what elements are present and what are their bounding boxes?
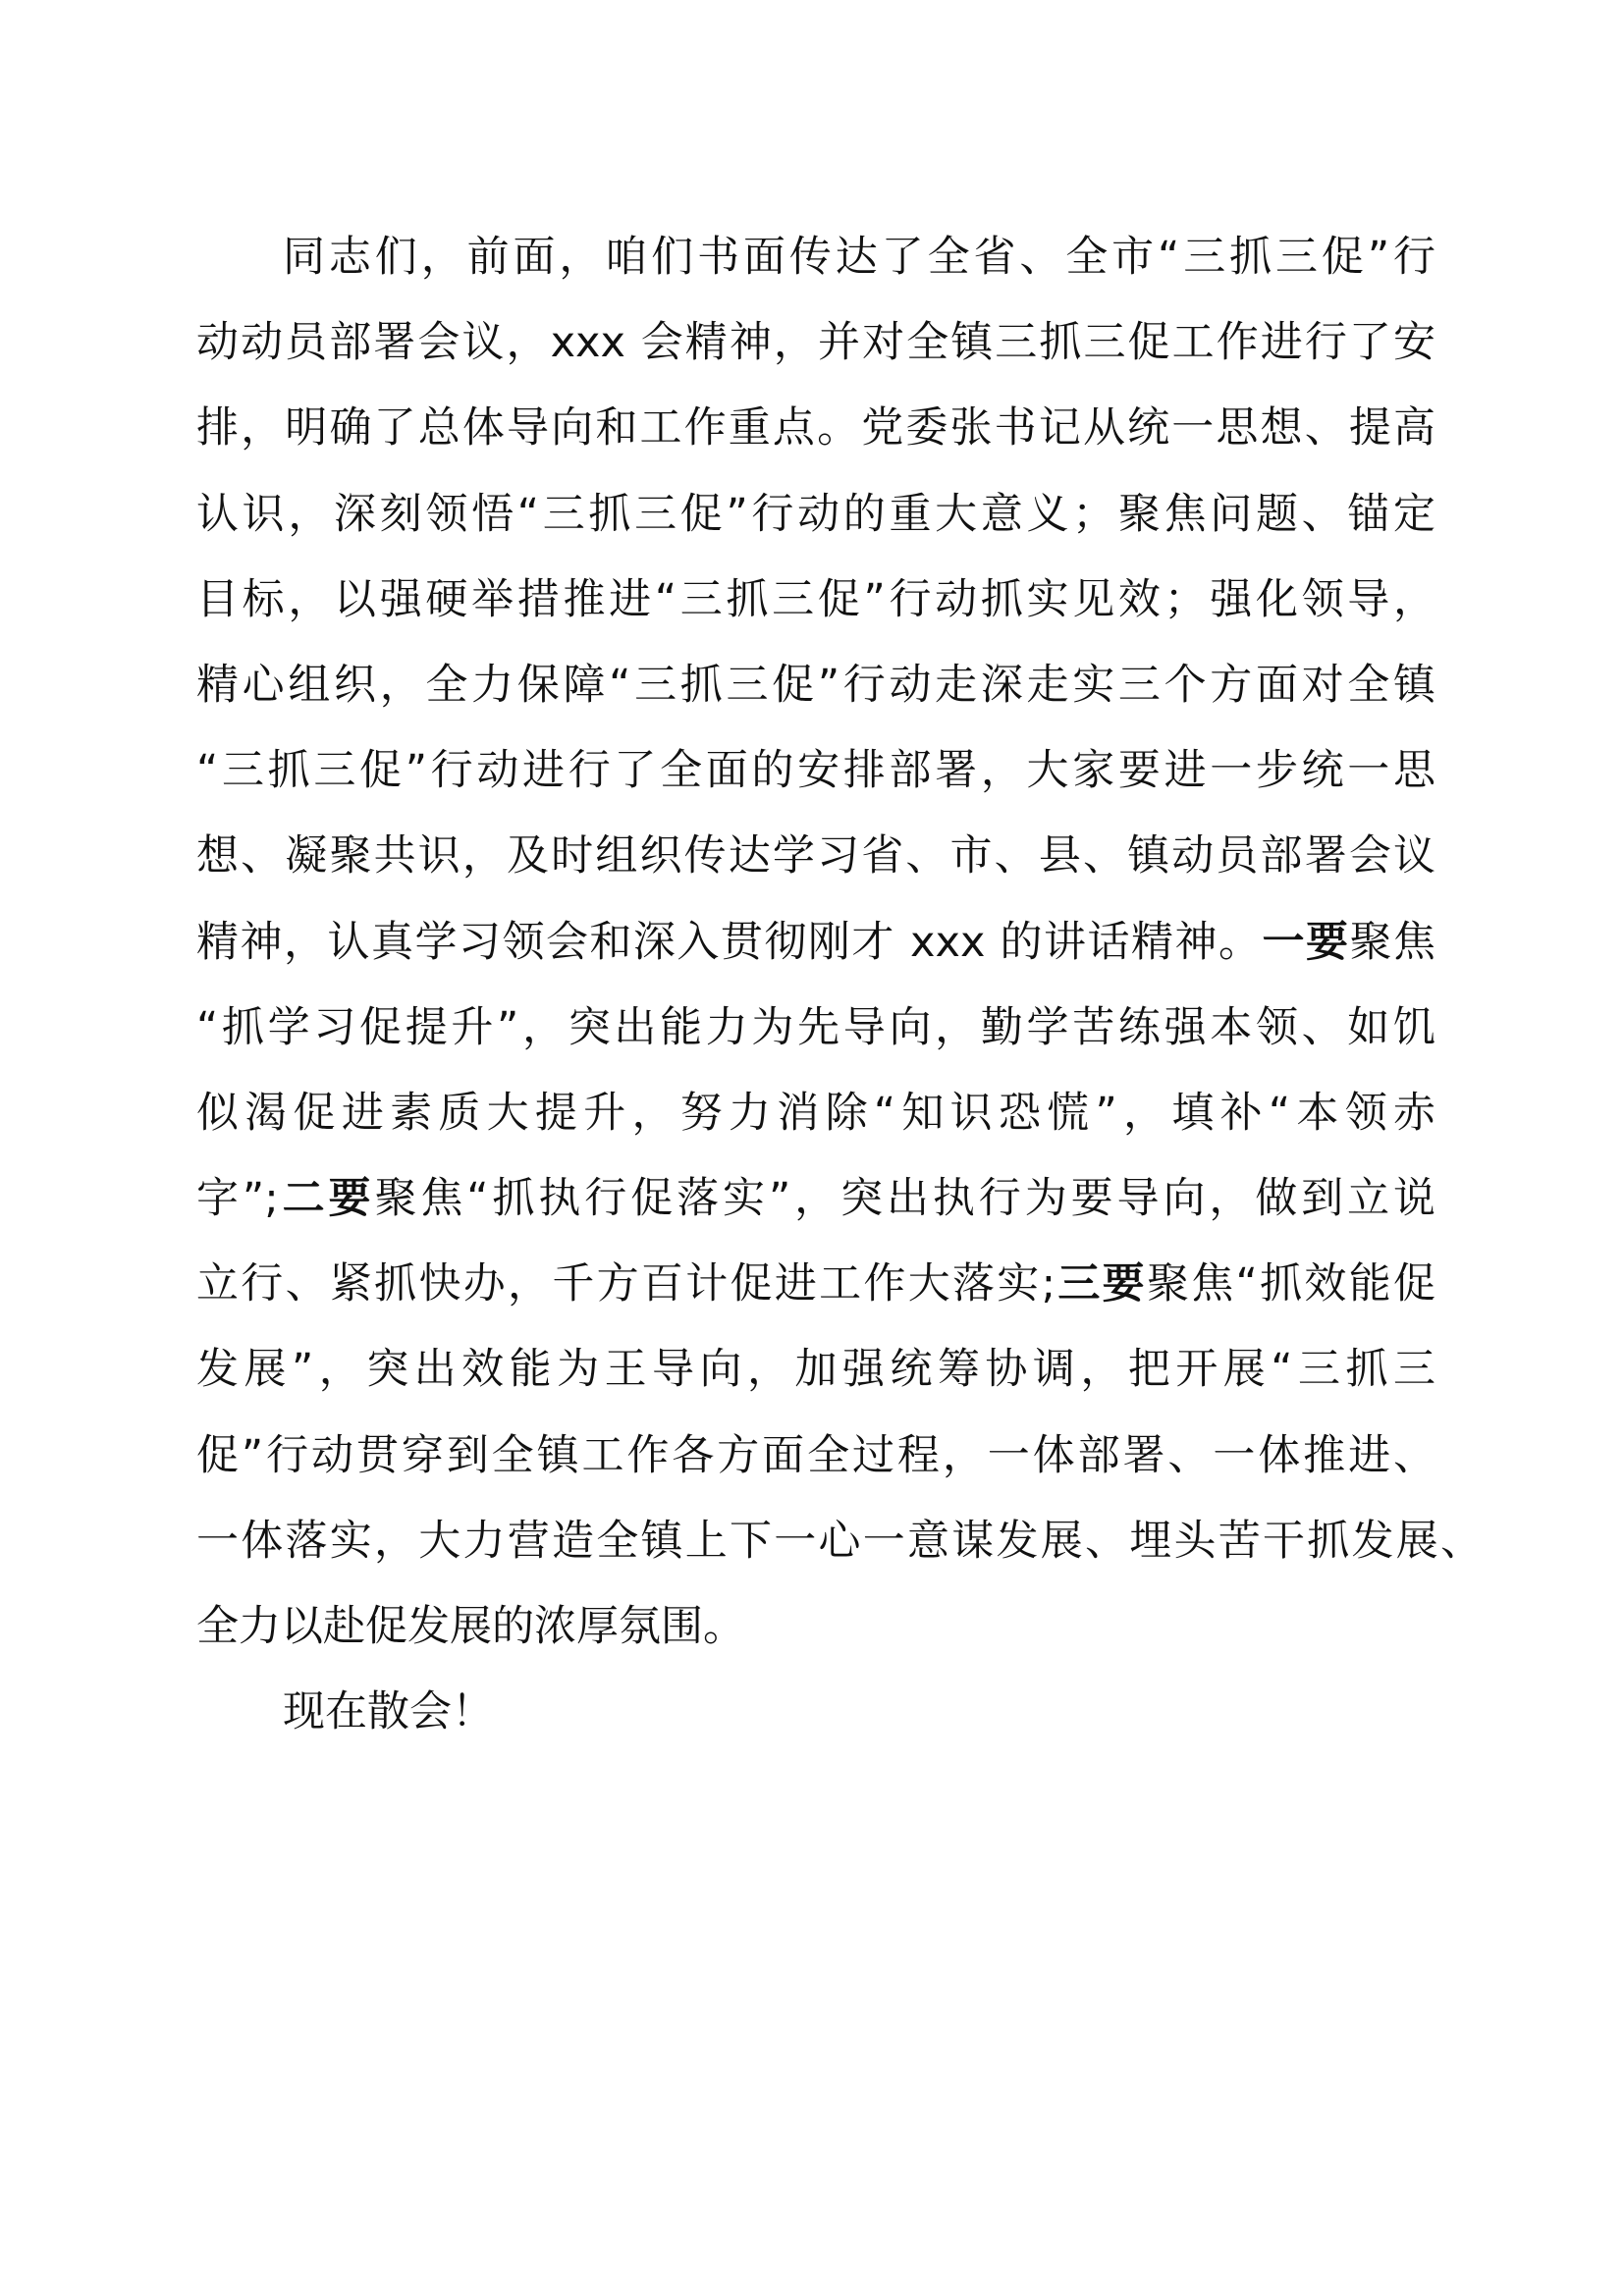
text-segment: 动动员部署会议，xxx 会精神，并对全镇三抓三促工作进行了安 xyxy=(196,318,1435,368)
text-segment: 全力以赴促发展的浓厚氛围。 xyxy=(196,1602,745,1651)
text-segment: 字”; xyxy=(196,1174,279,1224)
text-line xyxy=(196,570,1435,656)
text-line xyxy=(196,1682,1435,1768)
text-line xyxy=(196,228,1435,313)
text-line xyxy=(196,741,1435,827)
text-segment: 同志们，前面，咱们书面传达了全省、全市“三抓三促”行 xyxy=(283,233,1435,282)
bold-text-segment: 一要 xyxy=(1262,917,1350,967)
text-segment: 一体落实，大力营造全镇上下一心一意谋发展、埋头苦干抓发展、 xyxy=(196,1516,1483,1566)
text-segment: 立行、紧抓快办，千方百计促进工作大落实; xyxy=(196,1259,1056,1309)
text-segment: 目标，以强硬举措推进“三抓三促”行动抓实见效；强化领导， xyxy=(196,574,1435,624)
text-segment: 发展”，突出效能为王导向，加强统筹协调，把开展“三抓三 xyxy=(196,1345,1435,1395)
text-line xyxy=(196,1255,1435,1340)
text-line xyxy=(196,1597,1435,1682)
text-segment: 想、凝聚共识，及时组织传达学习省、市、县、镇动员部署会议 xyxy=(196,831,1435,881)
text-segment: 聚焦 xyxy=(1349,917,1436,967)
text-line xyxy=(196,485,1435,570)
text-segment: 促”行动贯穿到全镇工作各方面全过程，一体部署、一体推进、 xyxy=(196,1430,1435,1480)
text-segment: “三抓三促”行动进行了全面的安排部署，大家要进一步统一思 xyxy=(196,746,1435,796)
text-line xyxy=(196,913,1435,998)
text-line xyxy=(196,1340,1435,1425)
text-line xyxy=(196,399,1435,484)
text-segment: 现在散会！ xyxy=(283,1687,494,1737)
text-line xyxy=(196,1426,1435,1512)
text-segment: 精神，认真学习领会和深入贯彻刚才 xxx 的讲话精神。 xyxy=(196,917,1263,967)
text-line xyxy=(196,1169,1435,1255)
text-segment: 认识，深刻领悟“三抓三促”行动的重大意义；聚焦问题、锚定 xyxy=(196,489,1435,539)
bold-text-segment: 三要 xyxy=(1056,1259,1147,1309)
text-line xyxy=(196,656,1435,741)
text-line xyxy=(196,827,1435,912)
text-line xyxy=(196,1084,1435,1169)
text-segment: 聚焦“抓效能促 xyxy=(1146,1259,1436,1309)
text-segment: “抓学习促提升”，突出能力为先导向，勤学苦练强本领、如饥 xyxy=(196,1002,1435,1052)
text-line xyxy=(196,998,1435,1084)
text-segment: 精心组织，全力保障“三抓三促”行动走深走实三个方面对全镇 xyxy=(196,660,1435,710)
text-segment: 似渴促进素质大提升，努力消除“知识恐慌”，填补“本领赤 xyxy=(196,1088,1435,1138)
text-segment: 排，明确了总体导向和工作重点。党委张书记从统一思想、提高 xyxy=(196,403,1435,454)
text-segment: 聚焦“抓执行促落实”，突出执行为要导向，做到立说 xyxy=(374,1174,1436,1224)
bold-text-segment: 二要 xyxy=(278,1174,375,1224)
text-line xyxy=(196,313,1435,399)
text-line xyxy=(196,1512,1483,1597)
document-body xyxy=(196,228,1483,1768)
